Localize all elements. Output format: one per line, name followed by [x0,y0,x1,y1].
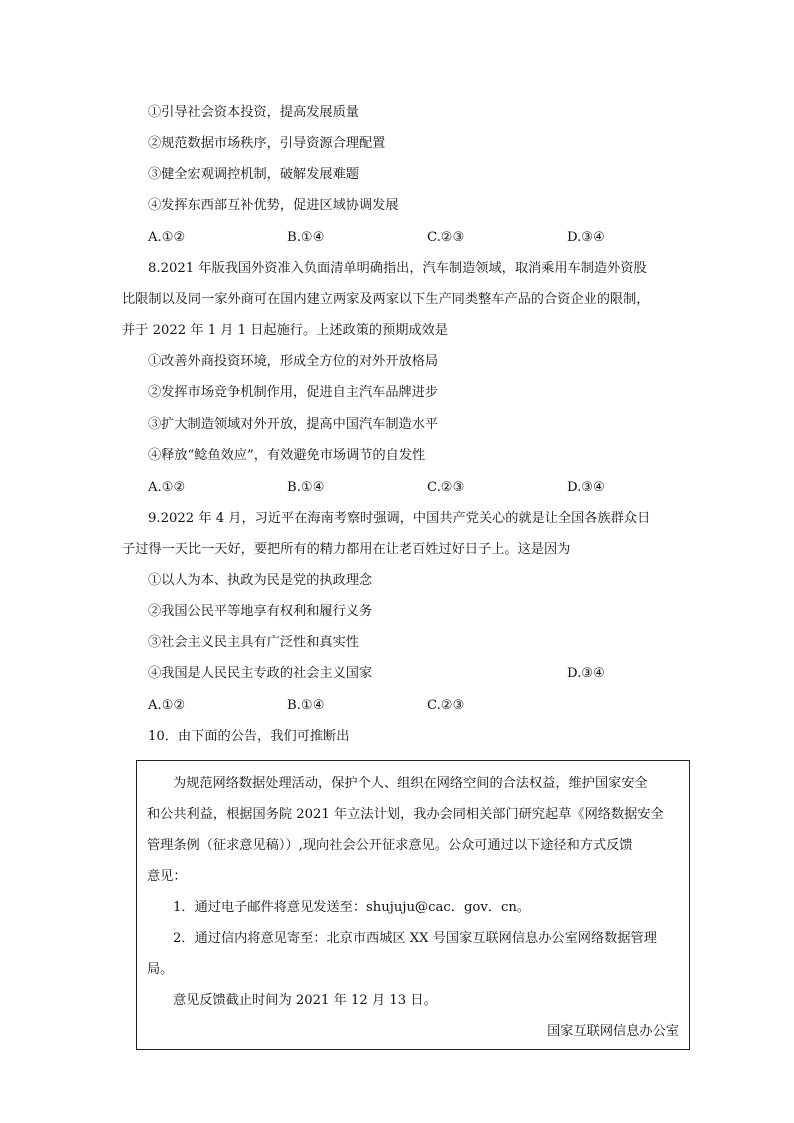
notice-line-8: 意见反馈截止时间为 2021 年 12 月 13 日。 [173,993,437,1008]
notice-line-2: 和公共利益，根据国务院 2021 年立法计划，我办会同相关部门研究起草《网络数据安全 [147,807,664,822]
q9-option-d: D.③④ [567,666,605,681]
q7-item-3: ③健全宏观调控机制，破解发展难题 [148,167,359,182]
notice-line-7: 局。 [147,962,174,977]
q8-item-3: ③扩大制造领域对外开放，提高中国汽车制造水平 [148,417,439,432]
notice-signature: 国家互联网信息办公室 [547,1024,679,1039]
q8-item-4: ④释放“鲶鱼效应”，有效避免市场调节的自发性 [148,448,426,463]
q8-option-c: C.②③ [427,480,465,495]
q7-item-2: ②规范数据市场秩序，引导资源合理配置 [148,136,386,151]
q8-item-2: ②发挥市场竞争机制作用，促进自主汽车品牌进步 [148,385,439,400]
q9-item-3: ③社会主义民主具有广泛性和真实性 [148,635,359,650]
q9-item-2: ②我国公民平等地享有权利和履行义务 [148,604,373,619]
q8-item-1: ①改善外商投资环境，形成全方位的对外开放格局 [148,354,439,369]
q7-option-a: A.①② [148,230,186,245]
q8-stem-line-1: 8.2021 年版我国外资准入负面清单明确指出，汽车制造领域，取消乘用车制造外资股 [148,261,647,276]
q9-option-b: B.①④ [287,698,325,713]
q9-option-c: C.②③ [427,698,465,713]
q10-stem: 10．由下面的公告，我们可推断出 [148,729,350,744]
q9-item-1: ①以人为本、执政为民是党的执政理念 [148,573,373,588]
q8-option-d: D.③④ [567,480,605,495]
q8-stem-line-3: 并于 2022 年 1 月 1 日起施行。上述政策的预期成效是 [122,323,449,338]
q7-option-b: B.①④ [287,230,325,245]
notice-line-6: 2．通过信内将意见寄至：北京市西城区 XX 号国家互联网信息办公室网络数据管理 [173,931,657,946]
q9-stem-line-2: 子过得一天比一天好，要把所有的精力都用在让老百姓过好日子上。这是因为 [122,542,571,557]
notice-line-1: 为规范网络数据处理活动，保护个人、组织在网络空间的合法权益，维护国家安全 [173,776,648,791]
q8-option-a: A.①② [148,480,186,495]
notice-line-4: 意见： [147,869,187,884]
q7-item-4: ④发挥东西部互补优势，促进区域协调发展 [148,198,399,213]
q9-stem-line-1: 9.2022 年 4 月，习近平在海南考察时强调，中国共产党关心的就是让全国各族群众日 [148,511,651,526]
notice-line-5: 1．通过电子邮件将意见发送至：shujuju@cac．gov．cn。 [173,900,531,915]
q8-stem-line-2: 比限制以及同一家外商可在国内建立两家及两家以下生产同类整车产品的合资企业的限制， [122,292,650,307]
notice-line-3: 管理条例（征求意见稿））,现向社会公开征求意见。公众可通过以下途径和方式反馈 [147,838,633,853]
q9-item-4: ④我国是人民民主专政的社会主义国家 [148,666,373,681]
q7-option-d: D.③④ [567,230,605,245]
notice-box [136,760,690,1050]
q7-option-c: C.②③ [427,230,465,245]
q7-item-1: ①引导社会资本投资，提高发展质量 [148,105,359,120]
q9-option-a: A.①② [148,698,186,713]
q8-option-b: B.①④ [287,480,325,495]
